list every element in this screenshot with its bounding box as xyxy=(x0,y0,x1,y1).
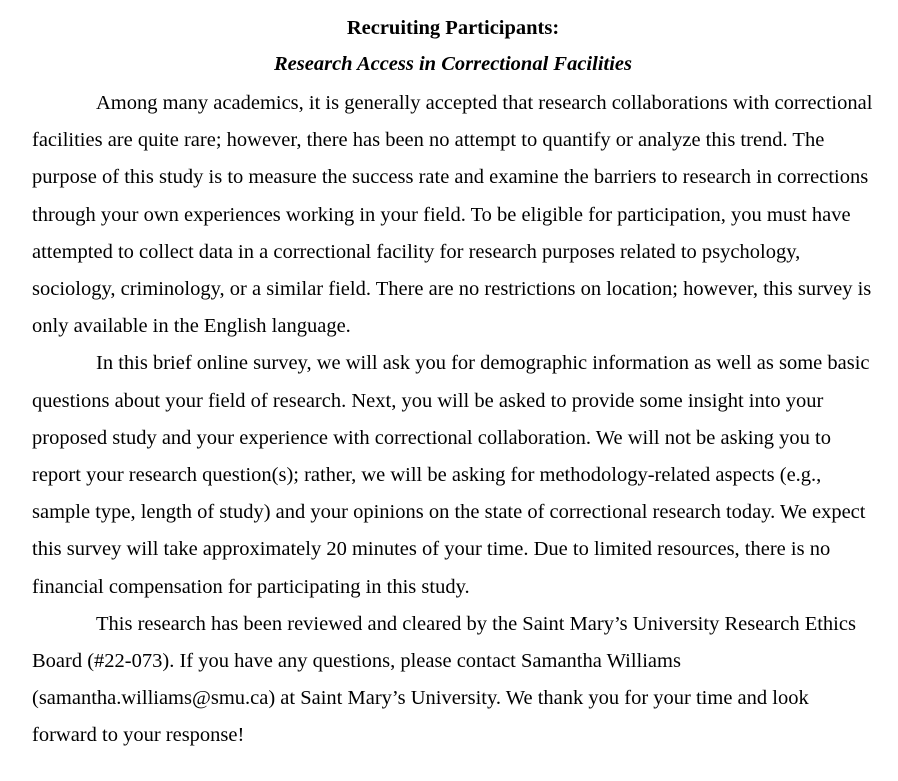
paragraph-survey-description: In this brief online survey, we will ask you for demographic information as well as some basic questions about your field of research. Next, you will be asked to provide some insight into your proposed study and your experience with correctional collaboration. We will not be asking you to report your research question(s); rather, we will be asking for methodology-related aspects (e.g., sample type, length of study) and your opinions on the state of correctional research today. We expect this survey will take approximately 20 minutes of your time. Due to limited resources, there is no financial compensation for participating in this study. xyxy=(32,352,870,598)
document-title: Recruiting Participants: xyxy=(346,17,560,39)
document-subtitle: Research Access in Correctional Facilities xyxy=(274,53,632,75)
paragraph-purpose: Among many academics, it is generally accepted that research collaborations with correctional facilities are quite rare; however, there has been no attempt to quantify or analyze this trend. The purpose of this study is to measure the success rate and examine the barriers to research in corrections through your own experiences working in your field. To be eligible for participation, you must have attempted to collect data in a correctional facility for research purposes related to psychology, sociology, criminology, or a similar field. There are no restrictions on location; however, this survey is only available in the English language. xyxy=(32,92,873,338)
paragraph-ethics-contact: This research has been reviewed and cleared by the Saint Mary’s University Research Ethics Board (#22-073). If you have any questions, please contact Samantha Williams (samantha.williams@smu.ca) at Saint Mary’s University. We thank you for your time and look forward to your response! xyxy=(32,612,856,747)
